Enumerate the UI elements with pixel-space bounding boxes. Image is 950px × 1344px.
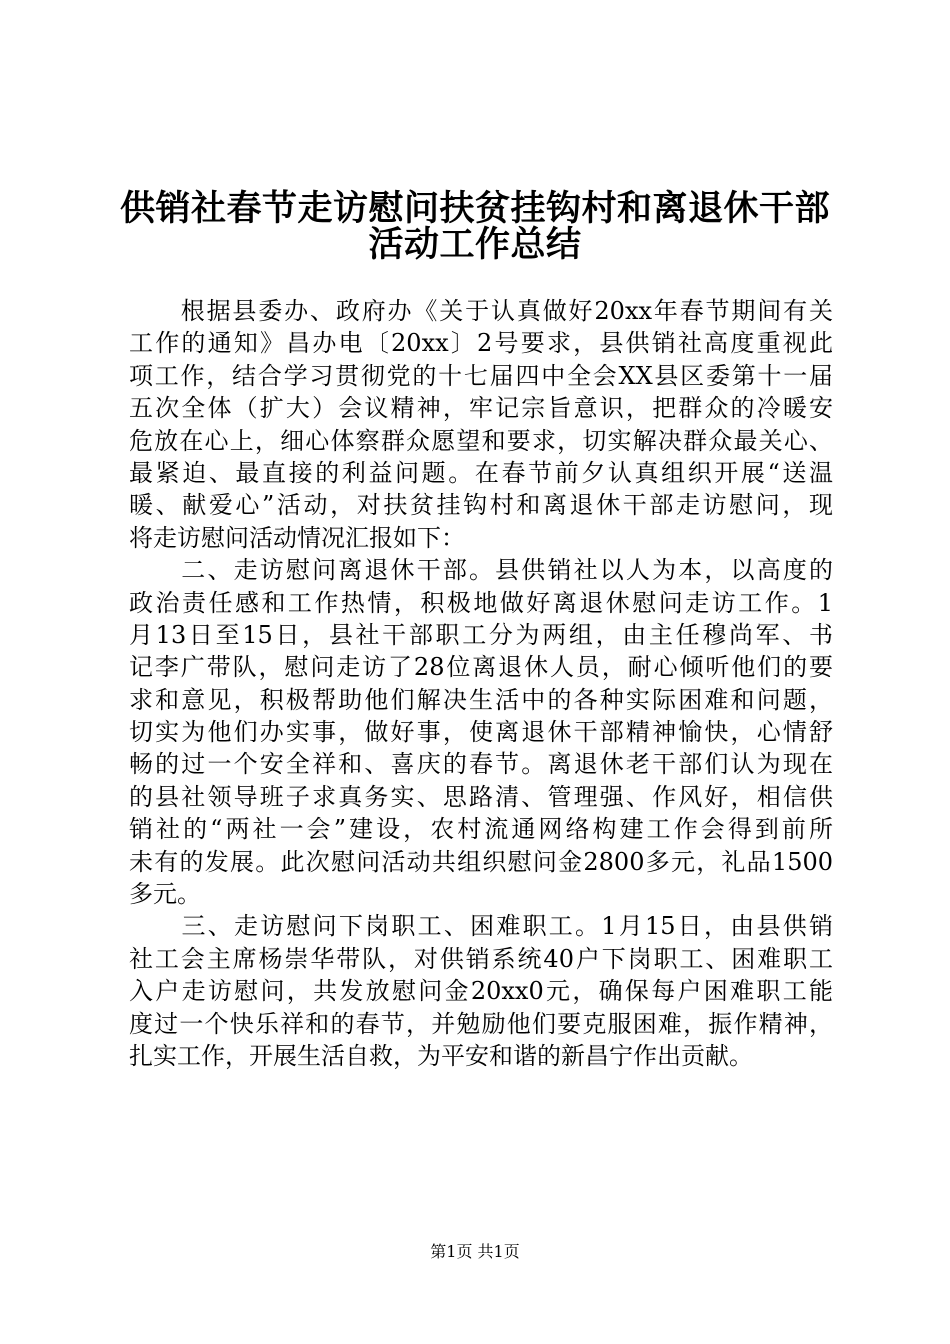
body-text-line: 度过一个快乐祥和的春节，并勉励他们要克服困难，振作精神， bbox=[129, 1009, 833, 1038]
body-text-line: 三、走访慰问下岗职工、困难职工。1月15日，由县供销 bbox=[129, 912, 833, 941]
body-text-line: 未有的发展。此次慰问活动共组织慰问金2800多元，礼品1500 bbox=[129, 847, 833, 876]
document-title-line-2: 活动工作总结 bbox=[368, 224, 582, 265]
body-text-line: 最紧迫、最直接的利益问题。在春节前夕认真组织开展“送温 bbox=[129, 458, 833, 487]
body-text-line: 求和意见，积极帮助他们解决生活中的各种实际困难和问题， bbox=[129, 685, 833, 714]
body-text-line: 工作的通知》昌办电〔20xx〕2号要求，县供销社高度重视此 bbox=[129, 329, 833, 358]
page-footer: 第1页 共1页 bbox=[430, 1242, 520, 1261]
body-text-line: 的县社领导班子求真务实、思路清、管理强、作风好，相信供 bbox=[129, 782, 833, 811]
body-text-line: 二、走访慰问离退休干部。县供销社以人为本，以高度的 bbox=[129, 556, 833, 585]
body-text-line: 政治责任感和工作热情，积极地做好离退休慰问走访工作。1 bbox=[129, 588, 833, 617]
body-text-line: 五次全体（扩大）会议精神，牢记宗旨意识，把群众的冷暖安 bbox=[129, 394, 833, 423]
body-text-line: 社工会主席杨崇华带队，对供销系统40户下岗职工、困难职工 bbox=[129, 944, 833, 973]
document-body bbox=[129, 295, 833, 1072]
body-text-line: 畅的过一个安全祥和、喜庆的春节。离退休老干部们认为现在 bbox=[129, 750, 833, 779]
body-text-line: 切实为他们办实事，做好事，使离退休干部精神愉快，心情舒 bbox=[129, 718, 833, 747]
body-text-line: 入户走访慰问，共发放慰问金20xx0元，确保每户困难职工能 bbox=[129, 977, 833, 1006]
body-text-line: 月13日至15日，县社干部职工分为两组，由主任穆尚军、书 bbox=[129, 620, 833, 649]
body-text-line: 记李广带队，慰问走访了28位离退休人员，耐心倾听他们的要 bbox=[129, 653, 833, 682]
body-text-line: 将走访慰问活动情况汇报如下： bbox=[129, 523, 465, 552]
body-text-line: 销社的“两社一会”建设，农村流通网络构建工作会得到前所 bbox=[129, 815, 833, 844]
body-text-line: 扎实工作，开展生活自救，为平安和谐的新昌宁作出贡献。 bbox=[129, 1041, 753, 1070]
body-text-line: 根据县委办、政府办《关于认真做好20xx年春节期间有关 bbox=[129, 297, 833, 325]
document-title-line-1: 供销社春节走访慰问扶贫挂钩村和离退休干部 bbox=[119, 188, 830, 229]
body-text-line: 暖、献爱心”活动，对扶贫挂钩村和离退休干部走访慰问，现 bbox=[129, 491, 833, 520]
body-text-line: 多元。 bbox=[129, 880, 201, 909]
body-text-line: 危放在心上，细心体察群众愿望和要求，切实解决群众最关心、 bbox=[129, 426, 833, 455]
body-text-line: 项工作，结合学习贯彻党的十七届四中全会XX县区委第十一届 bbox=[129, 361, 833, 390]
